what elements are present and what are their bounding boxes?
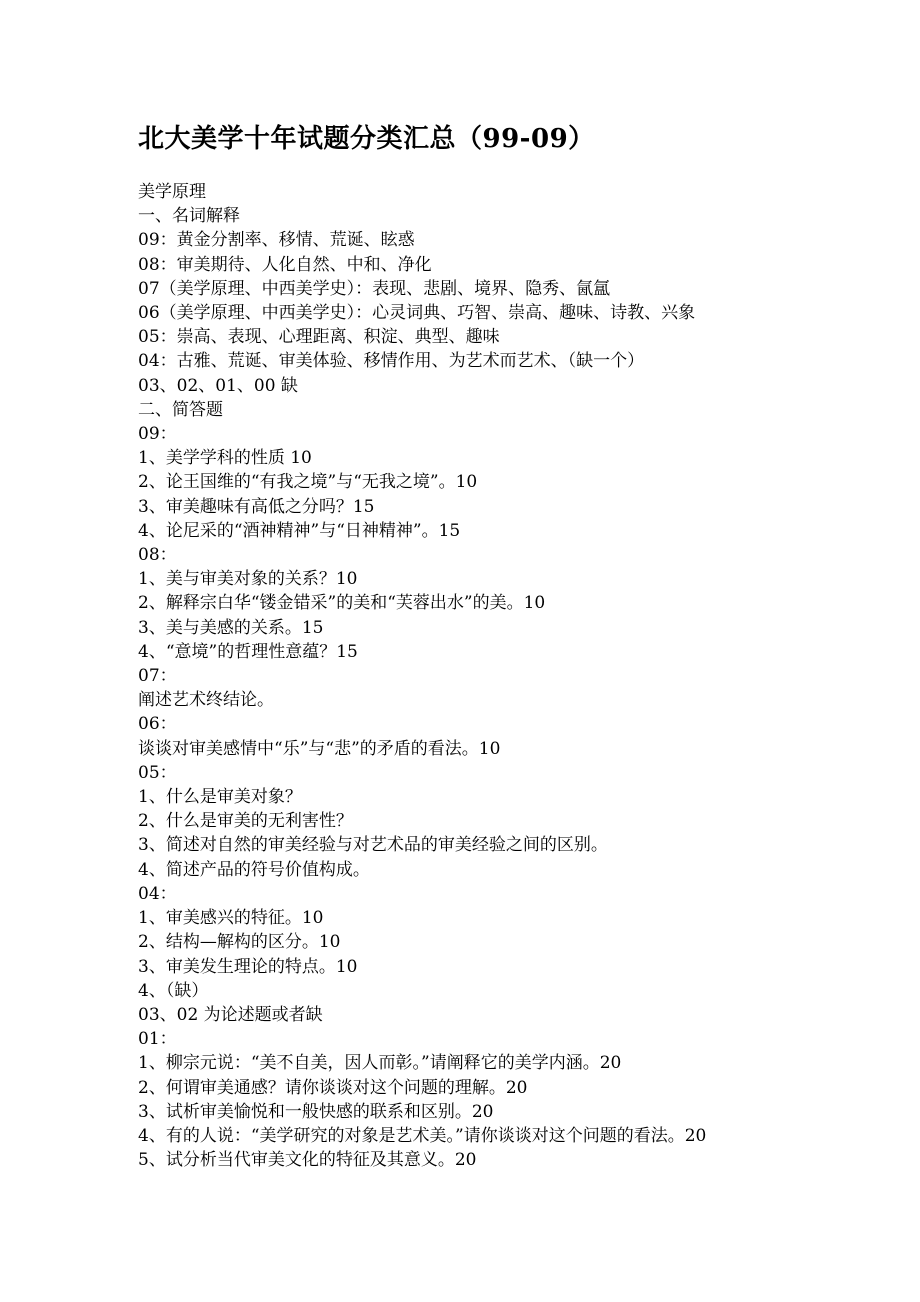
text-line: 06（美学原理、中西美学史）：心灵词典、巧智、崇高、趣味、诗教、兴象: [138, 303, 696, 324]
document-body: [138, 180, 706, 1172]
text-line: 2、什么是审美的无利害性？: [138, 811, 353, 832]
text-line: 04：古雅、荒诞、审美体验、移情作用、为艺术而艺术、（缺一个）: [138, 351, 645, 372]
text-line: 1、美与审美对象的关系？10: [138, 569, 358, 590]
text-line: 阐述艺术终结论。: [138, 690, 274, 711]
text-line: 1、美学学科的性质 10: [138, 448, 312, 469]
text-line: 1、柳宗元说：“美不自美，因人而彰。”请阐释它的美学内涵。20: [138, 1053, 622, 1074]
text-line: 3、美与美感的关系。15: [138, 617, 324, 638]
text-line: 09：: [138, 424, 177, 445]
document-title: 北大美学十年试题分类汇总（99-09）: [138, 124, 595, 154]
text-line: 4、简述产品的符号价值构成。: [138, 859, 370, 880]
text-line: 3、审美趣味有高低之分吗？15: [138, 496, 375, 517]
text-line: 05：崇高、表现、心理距离、积淀、典型、趣味: [138, 327, 500, 348]
text-line: 3、审美发生理论的特点。10: [138, 956, 358, 977]
text-line: 3、试析审美愉悦和一般快感的联系和区别。20: [138, 1101, 494, 1122]
text-line: 5、试分析当代审美文化的特征及其意义。20: [138, 1150, 477, 1171]
text-line: 08：审美期待、人化自然、中和、净化: [138, 254, 432, 275]
text-line: 09：黄金分割率、移情、荒诞、眩惑: [138, 230, 415, 251]
text-line: 03、02、01、00 缺: [138, 375, 298, 396]
text-line: 4、“意境”的哲理性意蕴？15: [138, 641, 358, 662]
text-line: 01：: [138, 1029, 177, 1050]
text-line: 08：: [138, 545, 177, 566]
text-line: 04：: [138, 883, 177, 904]
text-line: 06：: [138, 714, 177, 735]
text-line: 2、解释宗白华“镂金错采”的美和“芙蓉出水”的美。10: [138, 593, 546, 614]
text-line: 1、审美感兴的特征。10: [138, 908, 324, 929]
text-line: 4、有的人说：“美学研究的对象是艺术美。”请你谈谈对这个问题的看法。20: [138, 1125, 707, 1146]
text-line: 03、02 为论述题或者缺: [138, 1004, 323, 1025]
text-line: 二、简答题: [138, 399, 223, 420]
text-line: 4、论尼采的“酒神精神”与“日神精神”。15: [138, 520, 461, 541]
text-line: 美学原理: [138, 182, 206, 202]
text-line: 3、简述对自然的审美经验与对艺术品的审美经验之间的区别。: [138, 835, 608, 856]
text-line: 2、结构—解构的区分。10: [138, 932, 341, 953]
text-line: 07：: [138, 666, 177, 687]
text-line: 谈谈对审美感情中“乐”与“悲”的矛盾的看法。10: [138, 738, 501, 759]
text-line: 一、名词解释: [138, 206, 240, 227]
text-line: 2、论王国维的“有我之境”与“无我之境”。10: [138, 472, 478, 493]
text-line: 2、何谓审美通感？请你谈谈对这个问题的理解。20: [138, 1077, 528, 1098]
text-line: 07（美学原理、中西美学史）：表现、悲剧、境界、隐秀、氤氲: [138, 278, 611, 299]
text-line: 4、（缺）: [138, 980, 209, 1001]
text-line: 05：: [138, 762, 177, 783]
text-line: 1、什么是审美对象？: [138, 787, 302, 808]
